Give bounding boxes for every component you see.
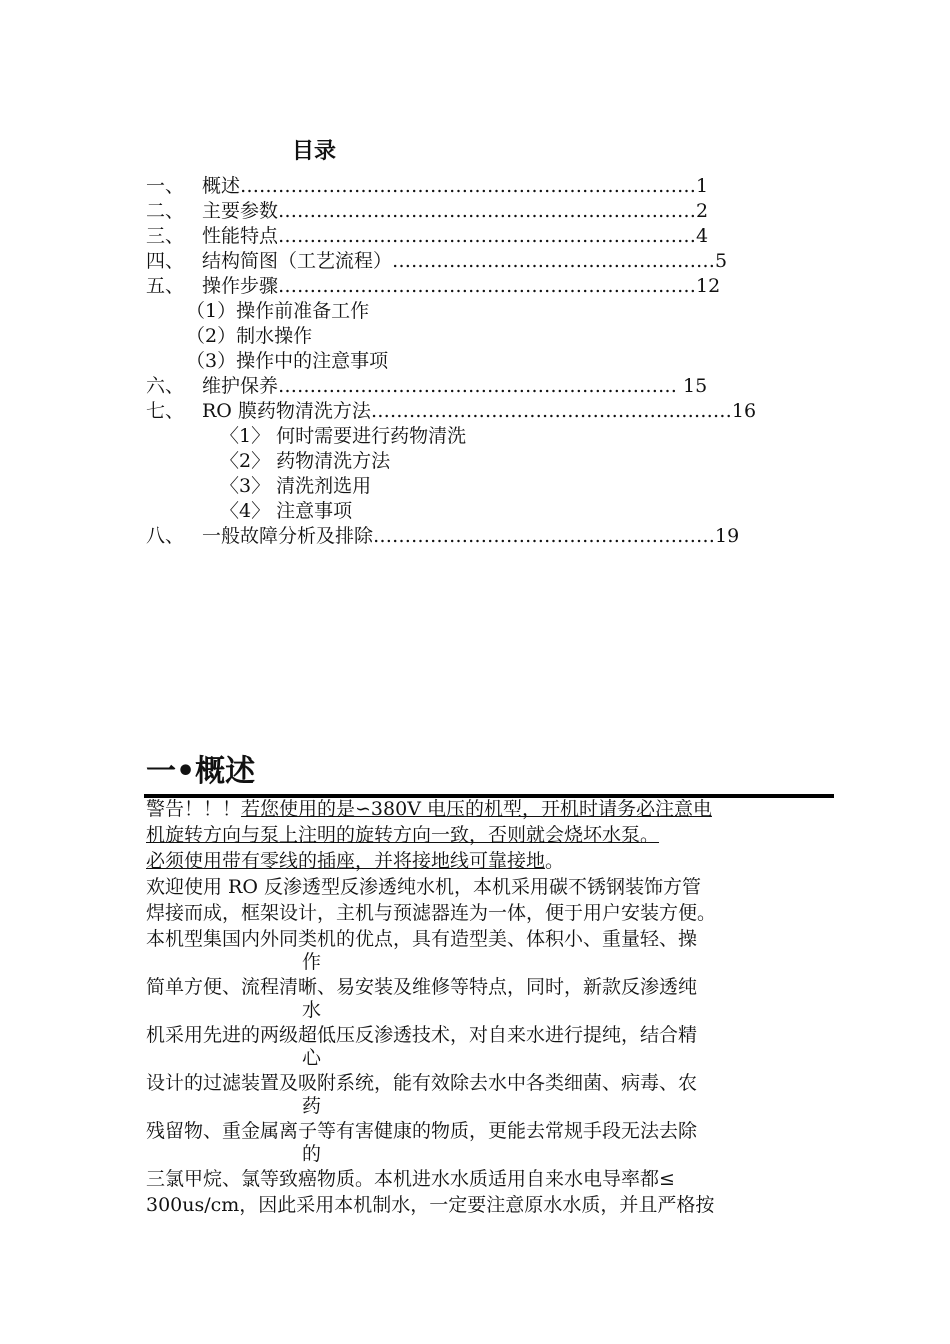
toc-entry [146, 199, 806, 224]
toc-entry-text: 主要参数…………………………………………………………2 [202, 200, 709, 222]
paragraph-line: 设计的过滤装置及吸附系统，能有效除去水中各类细菌、病毒、农 [146, 1072, 698, 1094]
wrapped-char: 水 [302, 999, 322, 1021]
wrapped-char: 的 [302, 1143, 322, 1165]
toc-subentry [146, 499, 806, 524]
toc-entry-number: 二、 [146, 200, 185, 222]
paragraph-line: 本机型集国内外同类机的优点，具有造型美、体积小、重量轻、操 [146, 928, 698, 950]
toc-entry-number: 八、 [146, 525, 185, 547]
toc-entry-text: 概述………………………………………………………………1 [202, 175, 709, 197]
toc-entry [146, 374, 806, 399]
warning-line [146, 822, 816, 848]
toc-entry-text: RO 膜药物清洗方法…………………………………………………16 [202, 400, 757, 422]
section-heading: 一•概述 [146, 754, 256, 789]
toc-entry-text: 结构简图（工艺流程）……………………………………………5 [202, 250, 728, 272]
toc-subentry-text: 〈1〉 何时需要进行药物清洗 [220, 425, 467, 447]
toc-subentry [146, 324, 806, 349]
toc-subentry [146, 299, 806, 324]
toc-entry [146, 274, 806, 299]
warning-text: 机旋转方向与泵上注明的旋转方向一致，否则就会烧坏水泵。 [146, 824, 660, 846]
toc-title: 目录 [292, 139, 337, 164]
wrapped-char: 药 [302, 1095, 322, 1117]
toc-entry-number: 四、 [146, 250, 185, 272]
toc-entry [146, 399, 806, 424]
paragraph-line: 欢迎使用 RO 反渗透型反渗透纯水机，本机采用碳不锈钢装饰方管 [146, 876, 701, 898]
toc-entry [146, 174, 806, 199]
table-of-contents [146, 174, 806, 549]
toc-entry-text: 一般故障分析及排除………………………………………………19 [202, 525, 740, 547]
toc-subentry [146, 424, 806, 449]
paragraph-line: 300us/cm，因此采用本机制水，一定要注意原水水质，并且严格按 [146, 1194, 715, 1216]
toc-subentry-text: 〈4〉 注意事项 [220, 500, 353, 522]
socket-end: 。 [545, 850, 565, 872]
toc-entry-number: 七、 [146, 400, 185, 422]
toc-entry-number: 五、 [146, 275, 185, 297]
warning-prefix: 警告！！！ [146, 798, 242, 820]
paragraph-line: 焊接而成，框架设计，主机与预滤器连为一体，便于用户安装方便。 [146, 902, 717, 924]
socket-text: 必须使用带有零线的插座，并将接地线可靠接地 [146, 850, 546, 872]
toc-entry [146, 524, 806, 549]
warning-text: 若您使用的是∽380V 电压的机型，开机时请务必注意电 [241, 798, 712, 820]
toc-subentry [146, 349, 806, 374]
paragraph-line: 简单方便、流程清晰、易安装及维修等特点，同时，新款反渗透纯 [146, 976, 698, 998]
toc-entry-number: 三、 [146, 225, 185, 247]
toc-entry [146, 224, 806, 249]
paragraph-line: 残留物、重金属离子等有害健康的物质，更能去常规手段无法去除 [146, 1120, 698, 1142]
toc-entry-text: 性能特点…………………………………………………………4 [202, 225, 709, 247]
warning-line [146, 796, 816, 822]
toc-entry-number: 一、 [146, 175, 185, 197]
paragraph-line: 机采用先进的两级超低压反渗透技术，对自来水进行提纯，结合精 [146, 1024, 698, 1046]
toc-subentry-text: （2）制水操作 [186, 325, 313, 347]
toc-subentry [146, 449, 806, 474]
toc-entry-text: 维护保养……………………………………………………… 15 [202, 375, 708, 397]
paragraph-line: 三氯甲烷、氯等致癌物质。本机进水水质适用自来水电导率都≤ [146, 1168, 675, 1190]
toc-entry [146, 249, 806, 274]
toc-subentry-text: 〈3〉 清洗剂选用 [220, 475, 372, 497]
wrapped-char: 心 [302, 1047, 322, 1069]
section-body [146, 796, 816, 1218]
toc-entry-text: 操作步骤…………………………………………………………12 [202, 275, 721, 297]
toc-subentry-text: （1）操作前准备工作 [186, 300, 370, 322]
toc-subentry [146, 474, 806, 499]
toc-entry-number: 六、 [146, 375, 185, 397]
socket-line [146, 848, 816, 874]
toc-subentry-text: （3）操作中的注意事项 [186, 350, 389, 372]
toc-subentry-text: 〈2〉 药物清洗方法 [220, 450, 391, 472]
wrapped-char: 作 [302, 951, 322, 973]
